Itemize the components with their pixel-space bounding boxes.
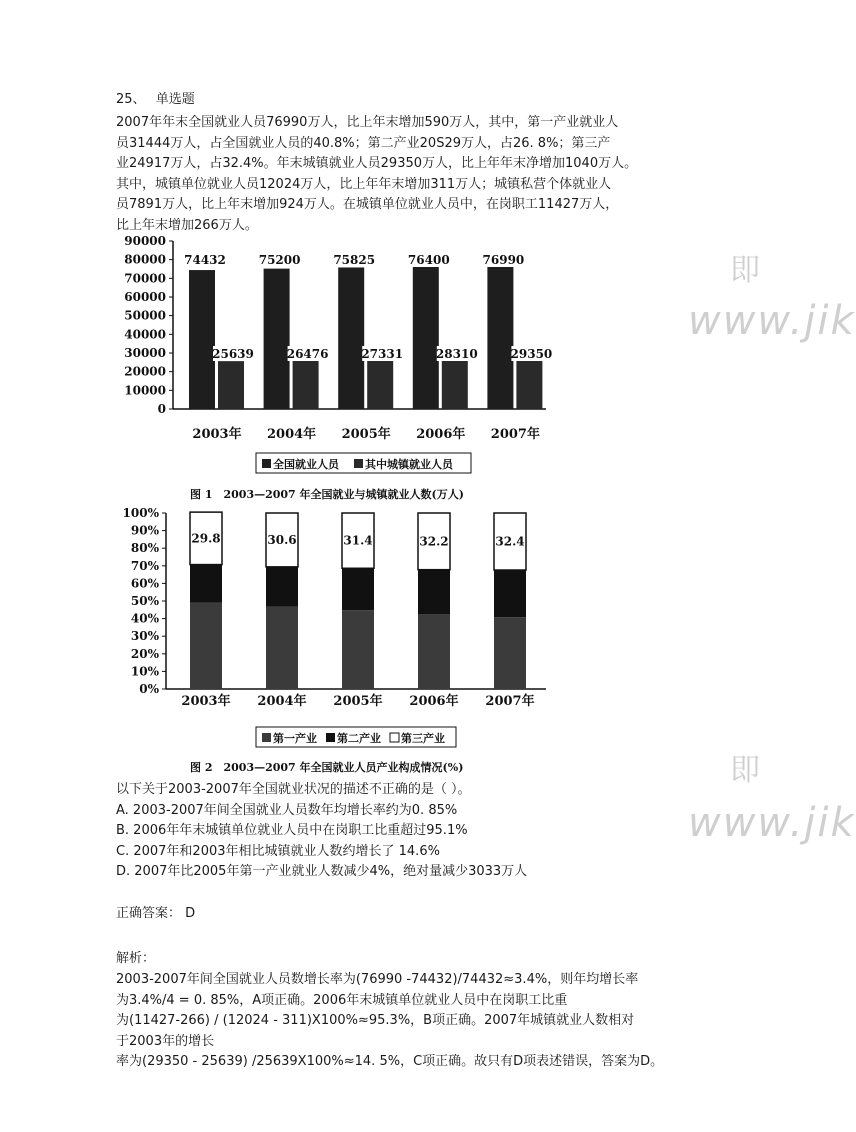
bar-primary <box>266 606 298 689</box>
bar-national <box>264 269 290 409</box>
y-tick-label: 60000 <box>124 290 166 304</box>
data-label-tertiary: 30.6 <box>267 532 297 547</box>
data-label-national: 76990 <box>482 253 525 267</box>
analysis-line: 率为(29350 - 25639) /25639X100%≈14. 5%，C项正确。故只有D项表述错误，答案为D。 <box>116 1054 664 1069</box>
x-tick-label: 2003年 <box>192 427 242 442</box>
analysis-title: 解析： <box>116 951 156 966</box>
stem-line: 比上年末增加266万人。 <box>116 217 258 233</box>
question-stem <box>116 113 696 236</box>
data-label-urban: 26476 <box>286 347 329 361</box>
bar-urban <box>218 361 244 409</box>
x-tick-label: 2004年 <box>257 694 307 709</box>
bar-urban <box>293 360 319 409</box>
y-tick-label: 40% <box>130 611 159 626</box>
chart-title: 图 1 2003—2007 年全国就业与城镇就业人数(万人) <box>190 488 464 501</box>
option-c[interactable]: C. 2007年和2003年相比城镇就业人数约增长了 14.6% <box>116 843 440 859</box>
data-label-national: 75200 <box>258 253 301 267</box>
figure-1 <box>116 233 566 507</box>
legend-swatch <box>262 733 271 742</box>
bar-national <box>487 265 513 409</box>
data-label-national: 74432 <box>184 253 226 267</box>
y-tick-label: 90% <box>130 523 159 538</box>
stem-line: 业24917万人，占32.4%。年末城镇就业人员29350万人，比上年年末净增加1040万人。 <box>116 156 638 171</box>
data-label-tertiary: 31.4 <box>343 533 373 548</box>
legend-label: 全国就业人员 <box>273 458 339 471</box>
x-tick-label: 2003年 <box>181 694 231 709</box>
legend-label: 其中城镇就业人员 <box>365 458 453 471</box>
bar-national <box>413 266 439 409</box>
answer-label: 正确答案： <box>116 906 182 921</box>
bar-urban <box>367 358 393 409</box>
bar-urban <box>442 356 468 409</box>
chart-title: 图 2 2003—2007 年全国就业人员产业构成情况(%) <box>190 761 464 774</box>
question-number: 25、 <box>116 92 146 107</box>
data-label-tertiary: 29.8 <box>191 531 221 546</box>
y-tick-label: 70000 <box>124 271 166 286</box>
analysis-line: 于2003年的增长 <box>116 1033 215 1049</box>
legend-swatch <box>390 733 399 742</box>
bar-secondary <box>342 568 374 610</box>
bar-secondary <box>266 567 298 607</box>
option-b[interactable]: B. 2006年年末城镇单位就业人员中在岗职工比重超过95.1% <box>116 823 468 838</box>
question-type: 单选题 <box>155 92 195 107</box>
watermark-brand: 即 <box>730 753 762 788</box>
y-tick-label: 100% <box>122 506 159 520</box>
question-prompt: 以下关于2003-2007年全国就业状况的描述不正确的是（ ）。 <box>116 782 471 797</box>
y-tick-label: 50% <box>130 594 159 608</box>
chart-1-svg <box>116 233 566 503</box>
x-tick-label: 2007年 <box>485 694 535 709</box>
y-tick-label: 10% <box>130 664 159 679</box>
data-label-tertiary: 32.4 <box>495 534 525 549</box>
data-label-national: 75825 <box>333 253 376 267</box>
watermark-brand: 即 <box>730 253 762 288</box>
bar-urban <box>516 354 542 409</box>
data-label-urban: 28310 <box>435 347 478 361</box>
bar-primary <box>418 614 450 689</box>
y-tick-label: 30000 <box>124 346 166 360</box>
stem-line: 2007年年末全国就业人员76990万人，比上年末增加590万人，其中，第一产业就业人 <box>116 115 619 130</box>
data-label-urban: 25639 <box>212 347 254 361</box>
y-tick-label: 20000 <box>124 364 166 379</box>
y-tick-label: 40000 <box>124 327 166 342</box>
y-tick-label: 80000 <box>124 252 166 267</box>
y-tick-label: 70% <box>130 558 159 573</box>
legend-swatch <box>262 459 271 468</box>
x-tick-label: 2006年 <box>409 694 459 709</box>
data-label-urban: 29350 <box>510 347 553 361</box>
watermark-url: www.jik <box>688 800 856 846</box>
answer-line <box>116 902 195 921</box>
legend-label: 第一产业 <box>273 732 317 745</box>
question-header <box>116 88 195 107</box>
legend-label: 第二产业 <box>337 732 381 745</box>
y-tick-label: 90000 <box>124 234 166 248</box>
y-tick-label: 60% <box>130 576 159 591</box>
legend-swatch <box>326 733 335 742</box>
analysis-line: 2003-2007年间全国就业人员数增长率为(76990 -74432)/74432≈3.4%，则年均增长率 <box>116 972 639 987</box>
y-tick-label: 20% <box>130 646 159 661</box>
x-tick-label: 2004年 <box>267 427 317 442</box>
option-d[interactable]: D. 2007年比2005年第一产业就业人数减少4%，绝对量减少3033万人 <box>116 864 528 879</box>
bar-national <box>338 267 364 409</box>
y-tick-label: 0% <box>139 682 159 696</box>
bar-primary <box>494 617 526 689</box>
bar-secondary <box>418 570 450 614</box>
bar-primary <box>190 603 222 689</box>
x-tick-label: 2006年 <box>416 427 466 442</box>
data-label-tertiary: 32.2 <box>419 534 449 549</box>
y-tick-label: 10000 <box>124 383 166 398</box>
analysis-line: 为(11427-266) / (12024 - 311)X100%≈95.3%，B项正确。2007年城镇就业人数相对 <box>116 1013 635 1028</box>
stem-line: 其中，城镇单位就业人员12024万人，比上年年末增加311万人；城镇私营个体就业人 <box>116 176 612 192</box>
analysis-body <box>116 970 706 1073</box>
bar-national <box>189 270 215 409</box>
legend-label: 第三产业 <box>401 732 445 745</box>
legend-swatch <box>354 459 363 468</box>
chart-2-svg <box>116 505 566 777</box>
y-tick-label: 0 <box>157 402 166 416</box>
bar-primary <box>342 610 374 689</box>
option-a[interactable]: A. 2003-2007年间全国就业人员数年均增长率约为0. 85% <box>116 802 458 818</box>
y-tick-label: 80% <box>130 541 159 556</box>
bar-secondary <box>494 570 526 617</box>
x-tick-label: 2005年 <box>341 427 391 442</box>
watermark-url: www.jik <box>688 298 856 344</box>
y-tick-label: 50000 <box>124 308 166 323</box>
stem-line: 员31444万人，占全国就业人员的40.8%；第二产业20S29万人，占26. 8%；第三产 <box>116 135 611 151</box>
answer-value: D <box>185 906 196 921</box>
y-tick-label: 30% <box>130 629 159 644</box>
analysis-line: 为3.4%/4 = 0. 85%，A项正确。2006年末城镇单位就业人员中在岗职工比重 <box>116 992 568 1008</box>
question-options <box>116 780 527 883</box>
bar-secondary <box>190 565 222 603</box>
data-label-national: 76400 <box>407 253 450 267</box>
x-tick-label: 2005年 <box>333 694 383 709</box>
data-label-urban: 27331 <box>361 347 404 361</box>
figure-2 <box>116 505 566 781</box>
stem-line: 员7891万人，比上年末增加924万人。在城镇单位就业人员中，在岗职工11427万人， <box>116 197 619 212</box>
x-tick-label: 2007年 <box>490 427 540 442</box>
